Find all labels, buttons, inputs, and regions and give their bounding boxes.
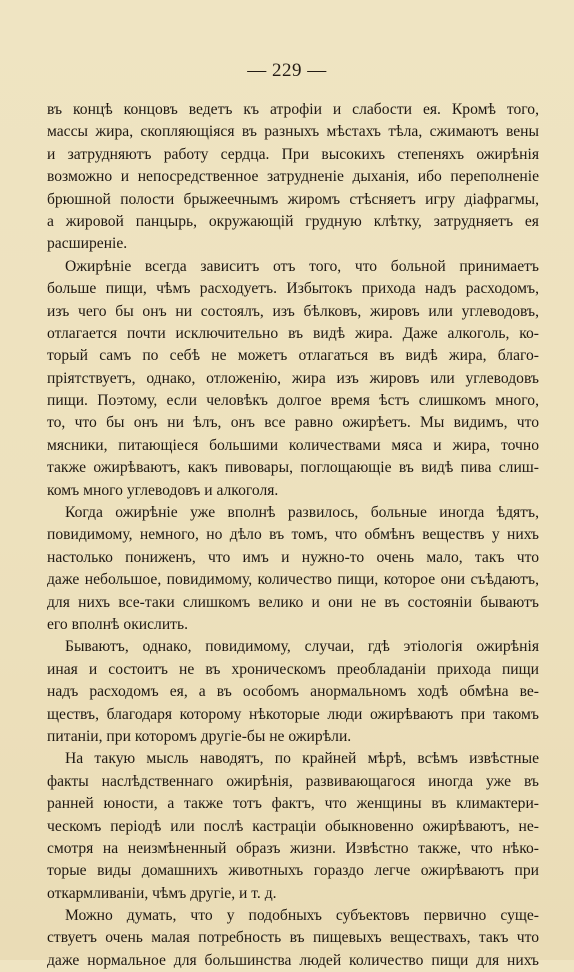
- text-line: повидимому, немного, но дѣло въ томъ, что обмѣнъ веществъ у нихъ: [47, 526, 539, 544]
- text-line: то, что бы онъ ни ѣлъ, онъ все равно ожирѣетъ. Мы видимъ, что: [47, 414, 539, 432]
- text-line: въ концѣ концовъ ведетъ къ атрофіи и слабости ея. Кромѣ того,: [47, 101, 539, 118]
- text-line: больше пищи, чѣмъ расходуетъ. Избытокъ прихода надъ расходомъ,: [47, 280, 539, 298]
- text-line: пищи. Поэтому, если человѣкъ долгое время ѣстъ слишкомъ много,: [47, 392, 539, 410]
- text-line: торые виды домашнихъ животныхъ гораздо легче ожирѣваютъ при: [47, 862, 539, 880]
- text-line: Ожирѣніе всегда зависитъ отъ того, что больной принимаетъ: [65, 257, 539, 275]
- text-line: даже нормальное для большинства людей количество пищи для нихъ: [47, 951, 539, 969]
- text-line: комъ много углеводовъ и алкоголя.: [47, 481, 279, 499]
- body-text: [47, 99, 539, 972]
- text-line: расширеніе.: [47, 235, 128, 253]
- text-line: изъ чего бы онъ ни состоялъ, изъ бѣлковъ, жировъ или углеводовъ,: [47, 302, 539, 320]
- text-line: ческомъ періодѣ или послѣ кастраціи обыкновенно ожирѣваютъ, не-: [47, 817, 539, 835]
- text-line: пріятствуетъ, однако, отложенію, жира изъ жировъ или углеводовъ: [47, 369, 539, 387]
- text-line: смотря на неизмѣненный образъ жизни. Извѣстно также, что нѣко-: [47, 839, 539, 857]
- text-line: а жировой панцырь, окружающій грудную клѣтку, затрудняетъ ея: [47, 212, 539, 230]
- text-line: ществъ, благодаря которому нѣкоторые люди ожирѣваютъ при такомъ: [47, 705, 539, 723]
- text-line: надъ расходомъ ея, а въ особомъ анормальномъ ходѣ обмѣна ве-: [47, 683, 539, 701]
- text-line: его вполнѣ окислить.: [47, 615, 189, 633]
- text-line: и затрудняютъ работу сердца. При высокихъ степеняхъ ожирѣнія: [47, 145, 539, 163]
- text-line: торый самъ по себѣ не можетъ отлагаться въ видѣ жира, благо-: [47, 347, 539, 365]
- text-line: На такую мысль наводятъ, по крайней мѣрѣ, всѣмъ извѣстные: [65, 750, 539, 768]
- text-line: брюшной полости брыжеечнымъ жиромъ стѣсняетъ игру діафрагмы,: [47, 190, 539, 208]
- text-line: факты наслѣдственнаго ожирѣнія, развивающагося иногда уже въ: [47, 772, 539, 790]
- text-line: Бываютъ, однако, повидимому, случаи, гдѣ этіологія ожирѣнія: [65, 638, 539, 656]
- text-line: настолько пониженъ, что имъ и нужно-то очень мало, такъ что: [47, 548, 539, 566]
- text-line: даже небольшое, повидимому, количество пищи, которое они съѣдаютъ,: [47, 571, 539, 589]
- text-line: откармливаніи, чѣмъ другіе, и т. д.: [47, 884, 277, 902]
- text-line: мясники, питающіеся большими количествами мяса и жира, точно: [47, 436, 539, 454]
- text-line: ранней юности, а также тотъ фактъ, что женщины въ климактери-: [47, 795, 539, 813]
- text-line: Когда ожирѣніе уже вполнѣ развилось, больные иногда ѣдятъ,: [65, 504, 539, 522]
- text-line: питаніи, при которомъ другіе-бы не ожирѣли.: [47, 727, 352, 745]
- text-line: Можно думать, что у подобныхъ субъектовъ первично суще-: [65, 907, 539, 925]
- text-line: иная и состоитъ не въ хроническомъ преобладаніи прихода пищи: [47, 660, 539, 678]
- text-line: также ожирѣваютъ, какъ пивовары, поглощающіе въ видѣ пива слиш-: [47, 459, 539, 477]
- text-line: отлагается почти исключительно въ видѣ жира. Даже алкоголь, ко-: [47, 324, 539, 342]
- text-line: массы жира, скопляющіяся въ разныхъ мѣстахъ тѣла, сжимаютъ вены: [47, 123, 539, 141]
- text-line: ствуетъ очень малая потребность въ пищевыхъ веществахъ, такъ что: [47, 929, 539, 947]
- text-line: для нихъ все-таки слишкомъ велико и они не въ состояніи бываютъ: [47, 593, 539, 611]
- page-number: — 229 —: [247, 60, 327, 81]
- text-line: возможно и непосредственное затрудненіе дыханія, ибо переполненіе: [47, 168, 539, 186]
